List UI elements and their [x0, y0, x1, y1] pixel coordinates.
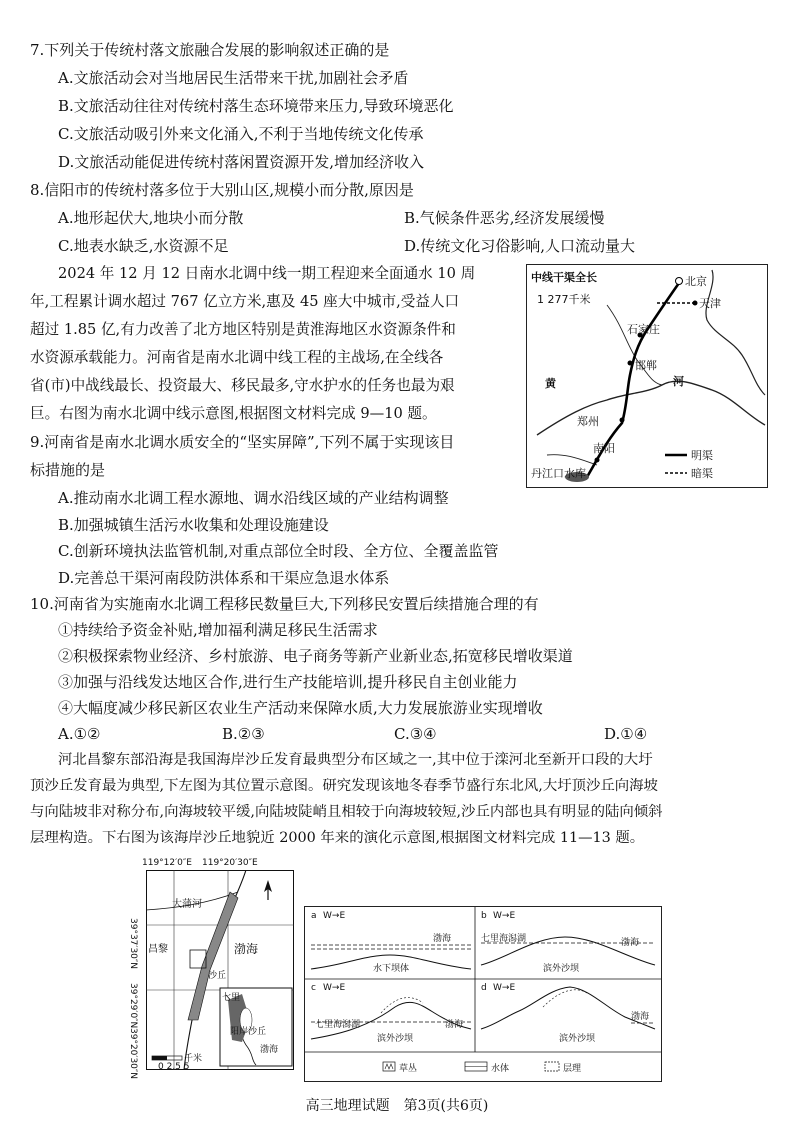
panel-c-feature: 滨外沙坝 — [377, 1034, 414, 1044]
map1-reservoir: 丹江口水库 — [531, 467, 586, 480]
q7-stem: 7.下列关于传统村落文旅融合发展的影响叙述正确的是 — [30, 41, 390, 59]
map1-city-shijiazhuang: 石家庄 — [627, 323, 660, 336]
q7-option-b: B.文旅活动往往对传统村落生态环境带来压力,导致环境恶化 — [58, 97, 454, 115]
q8-stem: 8.信阳市的传统村落多位于大别山区,规模小而分散,原因是 — [30, 181, 414, 199]
q10-option-d: D.①④ — [604, 725, 648, 743]
q9-option-b: B.加强城镇生活污水收集和处理设施建设 — [58, 516, 329, 534]
q9-option-a: A.推动南水北调工程水源地、调水沿线区域的产业结构调整 — [58, 489, 449, 507]
map2-town: 昌黎 — [148, 944, 168, 955]
panel-b-tag: b — [481, 911, 487, 921]
map2-inset-sea: 渤海 — [260, 1045, 279, 1055]
legend-water: 水体 — [491, 1064, 510, 1074]
map2-inset-dune: 阳岸沙丘 — [230, 1027, 267, 1037]
q7-option-a: A.文旅活动会对当地居民生活带来干扰,加剧社会矛盾 — [58, 69, 409, 87]
material-1-line: 省(市)中战线最长、投资最大、移民最多,守水护水的任务也最为艰 — [30, 377, 455, 394]
material-2-line: 顶沙丘发育最为典型,下左图为其位置示意图。研究发现该地冬春季节盛行东北风,大圩顶沙丘向海坡 — [30, 778, 658, 794]
map2-scale-ticks: 0 2.5 5 — [158, 1062, 190, 1072]
q10-option-a: A.①② — [58, 725, 101, 743]
q10-option-b: B.②③ — [222, 725, 265, 743]
map1-city-nanyang: 南阳 — [593, 442, 615, 455]
material-1-line: 巨。右图为南水北调中线示意图,根据图文材料完成 9—10 题。 — [30, 405, 437, 422]
q8-option-a: A.地形起伏大,地块小而分散 — [58, 209, 244, 227]
panel-b-sea: 渤海 — [621, 938, 640, 948]
q9-stem-2: 标措施的是 — [30, 461, 106, 479]
map1-river-yellow-2: 河 — [673, 375, 684, 388]
q8-option-c: C.地表水缺乏,水资源不足 — [58, 237, 229, 255]
panel-c-sea: 渤海 — [445, 1020, 464, 1030]
q9-stem-1: 9.河南省是南水北调水质安全的“坚实屏障”,下列不属于实现该目 — [30, 433, 455, 451]
map1-city-tianjin: 天津 — [699, 297, 721, 310]
q7-option-d: D.文旅活动能促进传统村落闲置资源开发,增加经济收入 — [58, 153, 425, 171]
map1-city-zhengzhou: 郑州 — [577, 415, 599, 428]
panel-a-tag: a — [311, 911, 317, 921]
material-2-line: 河北昌黎东部沿海是我国海岸沙丘发育最典型分布区域之一,其中位于滦河北至新开口段的大圩 — [58, 752, 653, 768]
q10-stem: 10.河南省为实施南水北调工程移民数量巨大,下列移民安置后续措施合理的有 — [30, 595, 539, 613]
map1-title-1: 中线干渠全长 — [531, 271, 597, 284]
map1-legend-open: 明渠 — [691, 449, 713, 462]
page-footer: 高三地理试题 第3页(共6页) — [305, 1098, 489, 1114]
map2-scale-unit: 千米 — [184, 1054, 203, 1064]
panel-d-tag: d — [481, 983, 487, 993]
map2-inset-lagoon: 七里 — [222, 993, 241, 1003]
map1-legend-hidden: 暗渠 — [691, 467, 713, 480]
map1-title-2: 1 277千米 — [537, 293, 591, 306]
material-1-line: 水资源承载能力。河南省是南水北调中线工程的主战场,在全线各 — [30, 349, 444, 366]
panel-b-lagoon: 七里海潟湖 — [481, 934, 527, 944]
q8-option-d: D.传统文化习俗影响,人口流动量大 — [404, 237, 636, 255]
map1-city-beijing: 北京 — [685, 275, 707, 288]
map2-lat-3: 39°20′30″N — [128, 1028, 138, 1079]
q9-option-d: D.完善总干渠河南段防洪体系和干渠应急退水体系 — [58, 569, 390, 587]
material-2-line: 层理构造。下右图为该海岸沙丘地貌近 2000 年来的演化示意图,根据图文材料完成 11—13 题。 — [30, 830, 645, 846]
panel-c-dir: W→E — [323, 983, 346, 993]
map2-lon-2: 119°20′30″E — [202, 858, 258, 868]
q7-option-c: C.文旅活动吸引外来文化涌入,不利于当地传统文化传承 — [58, 125, 424, 143]
panel-a-sea: 渤海 — [433, 934, 452, 944]
panel-d-sea: 渤海 — [631, 1012, 650, 1022]
q8-option-b: B.气候条件恶劣,经济发展缓慢 — [404, 209, 605, 227]
material-1-line: 超过 1.85 亿,有力改善了北方地区特别是黄淮海地区水资源条件和 — [30, 321, 456, 338]
evolution-diagram — [304, 906, 662, 1082]
panel-d-dir: W→E — [493, 983, 516, 993]
map2-lat-2: 39°29′0″N — [128, 983, 138, 1029]
material-1-line: 年,工程累计调水超过 767 亿立方米,惠及 45 座大中城市,受益人口 — [30, 293, 460, 310]
route-map — [526, 264, 768, 488]
legend-grass: 草丛 — [399, 1064, 418, 1074]
q10-statement-4: ④大幅度减少移民新区农业生产活动来保障水质,大力发展旅游业实现增收 — [58, 699, 543, 717]
map2-lat-1: 39°37′30″N — [128, 918, 138, 969]
panel-a-feature: 水下坝体 — [373, 964, 410, 974]
material-1-line: 2024 年 12 月 12 日南水北调中线一期工程迎来全面通水 10 周 — [58, 265, 476, 282]
q10-statement-3: ③加强与沿线发达地区合作,进行生产技能培训,提升移民自主创业能力 — [58, 673, 518, 691]
q10-statement-1: ①持续给予资金补贴,增加福利满足移民生活需求 — [58, 621, 378, 639]
legend-bedding: 层理 — [563, 1064, 582, 1074]
panel-b-feature: 滨外沙坝 — [543, 964, 580, 974]
map2-dune: 沙丘 — [208, 971, 227, 981]
material-2-line: 与向陆坡非对称分布,向海坡较平缓,向陆坡陡峭且相较于向海坡较短,沙丘内部也具有明显的陆向倾斜 — [30, 804, 663, 820]
q10-statement-2: ②积极探索物业经济、乡村旅游、电子商务等新产业新业态,拓宽移民增收渠道 — [58, 647, 573, 665]
panel-a-dir: W→E — [323, 911, 346, 921]
q9-option-c: C.创新环境执法监管机制,对重点部位全时段、全方位、全覆盖监管 — [58, 542, 499, 560]
map1-city-handan: 邯郸 — [635, 359, 657, 372]
map2-sea: 渤海 — [234, 942, 259, 956]
panel-d-feature: 滨外沙坝 — [559, 1034, 596, 1044]
map2-lon-1: 119°12′0″E — [142, 858, 192, 868]
panel-c-tag: c — [311, 983, 316, 993]
map1-river-yellow-1: 黄 — [545, 377, 556, 390]
panel-c-lagoon: 七里海潟湖 — [315, 1020, 361, 1030]
panel-b-dir: W→E — [493, 911, 516, 921]
q10-option-c: C.③④ — [394, 725, 437, 743]
location-map — [128, 858, 294, 1078]
map2-river: 大蒲河 — [172, 899, 202, 910]
